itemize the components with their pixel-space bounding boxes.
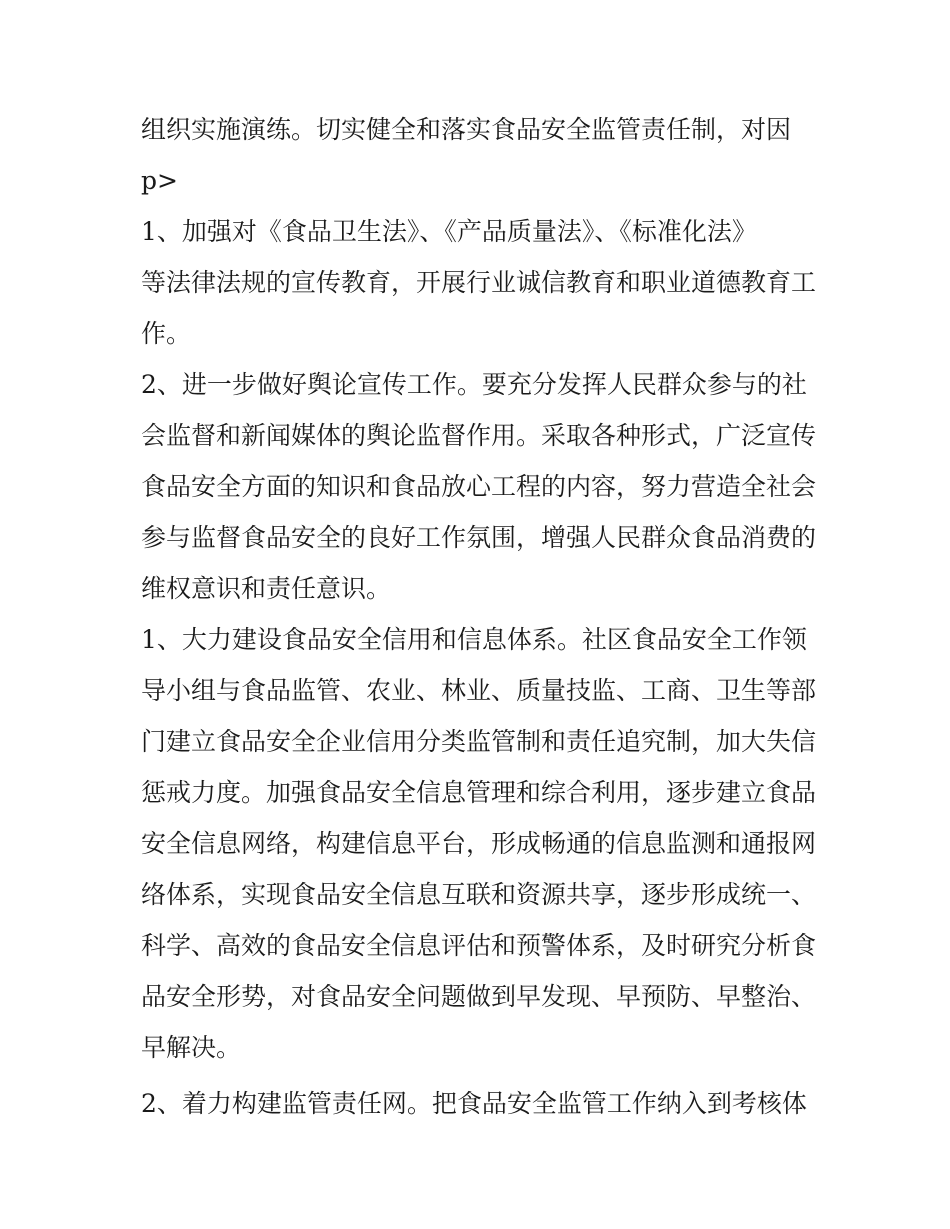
text-line: 惩戒力度。加强食品安全信息管理和综合利用，逐步建立食品 xyxy=(141,778,817,807)
text-line: 组织实施演练。切实健全和落实食品安全监管责任制，对因 xyxy=(141,115,792,144)
text-line: 2、着力构建监管责任网。把食品安全监管工作纳入到考核体 xyxy=(141,1089,807,1118)
text-line: 参与监督食品安全的良好工作氛围，增强人民群众食品消费的 xyxy=(141,523,817,552)
text-line: 作。 xyxy=(141,319,192,348)
text-line: 1、大力建设食品安全信用和信息体系。社区食品安全工作领 xyxy=(141,625,807,654)
text-line: 2、进一步做好舆论宣传工作。要充分发挥人民群众参与的社 xyxy=(141,370,807,399)
text-line: 络体系，实现食品安全信息互联和资源共享，逐步形成统一、 xyxy=(141,880,817,909)
text-line: 食品安全方面的知识和食品放心工程的内容，努力营造全社会 xyxy=(141,472,817,501)
text-line: 科学、高效的食品安全信息评估和预警体系，及时研究分析食 xyxy=(141,931,817,960)
text-line: 会监督和新闻媒体的舆论监督作用。采取各种形式，广泛宣传 xyxy=(141,421,817,450)
text-line: p> xyxy=(141,166,178,195)
text-line: 导小组与食品监管、农业、林业、质量技监、工商、卫生等部 xyxy=(141,676,817,705)
text-line: 门建立食品安全企业信用分类监管制和责任追究制，加大失信 xyxy=(141,727,817,756)
text-line: 1、加强对《食品卫生法》、《产品质量法》、《标准化法》 xyxy=(141,217,757,246)
text-line: 早解决。 xyxy=(141,1033,242,1062)
text-line: 安全信息网络，构建信息平台，形成畅通的信息监测和通报网 xyxy=(141,829,817,858)
text-line: 等法律法规的宣传教育，开展行业诚信教育和职业道德教育工 xyxy=(141,268,817,297)
text-line: 品安全形势，对食品安全问题做到早发现、早预防、早整治、 xyxy=(141,982,817,1011)
text-line: 维权意识和责任意识。 xyxy=(141,574,392,603)
document-body xyxy=(141,104,821,1129)
